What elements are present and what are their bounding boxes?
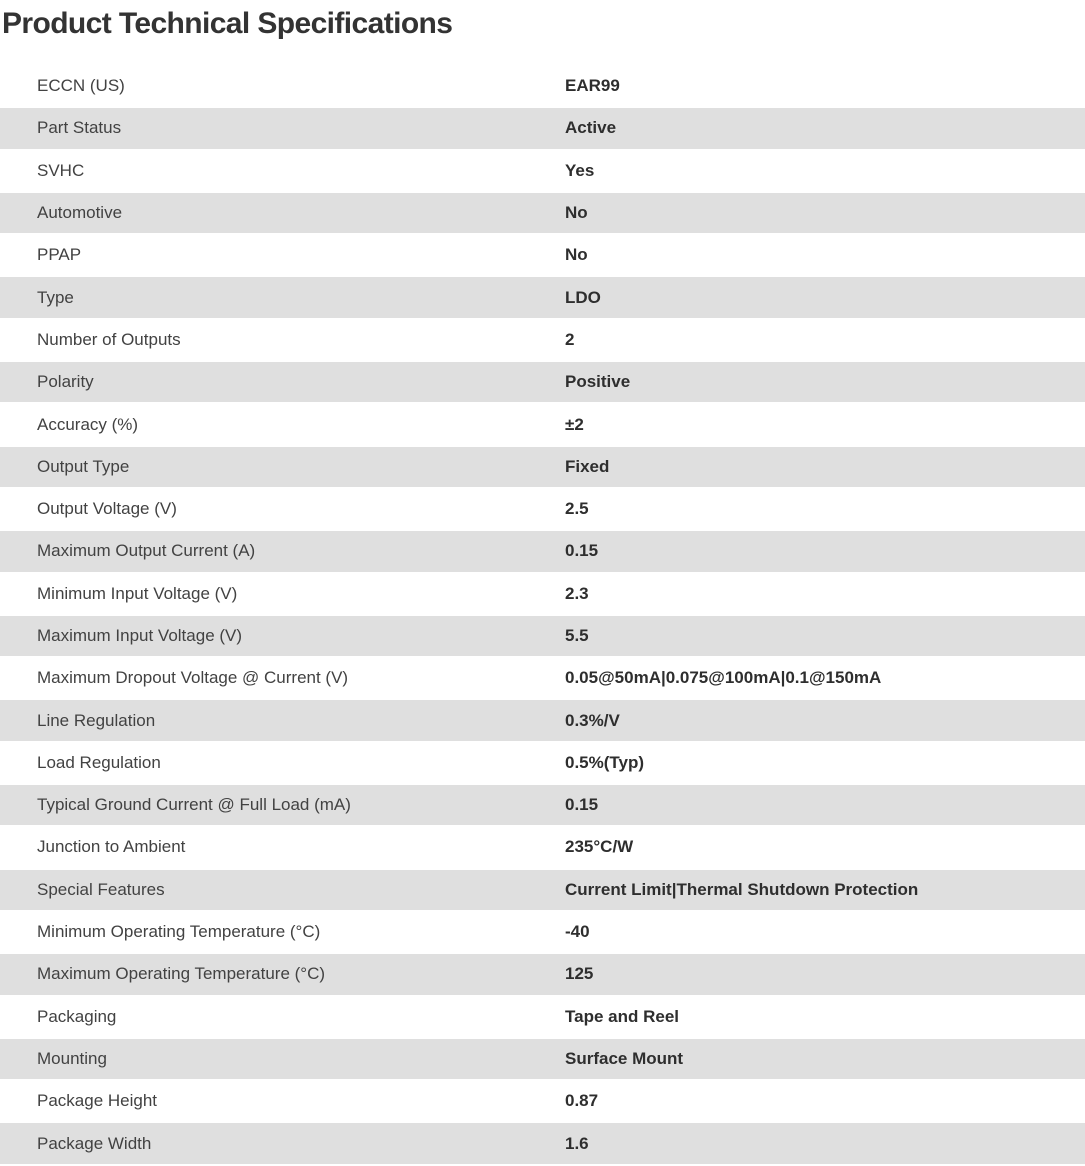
spec-label: Line Regulation [37,710,156,730]
spec-table-row [0,193,1085,235]
spec-value: 2 [565,329,575,349]
spec-label: Polarity [37,372,94,392]
spec-label: Maximum Dropout Voltage @ Current (V) [37,668,349,688]
spec-label: Part Status [37,118,122,138]
spec-table-row [0,700,1085,742]
spec-label: SVHC [37,160,85,180]
spec-label: Type [37,287,74,307]
spec-value: 235°C/W [565,837,634,857]
spec-value: EAR99 [565,76,620,96]
spec-label: Maximum Operating Temperature (°C) [37,964,326,984]
spec-value: Active [565,118,617,138]
spec-table-row [0,616,1085,658]
spec-table-row [0,320,1085,362]
spec-value: LDO [565,287,601,307]
spec-value: Tape and Reel [565,1006,679,1026]
spec-label: Mounting [37,1048,107,1068]
page-title: Product Technical Specifications [2,7,453,40]
spec-value: 2.5 [565,499,589,519]
spec-table-row [0,277,1085,319]
spec-table-row [0,362,1085,404]
spec-value: Current Limit|Thermal Shutdown Protection [565,879,919,899]
spec-value: 0.15 [565,795,599,815]
spec-table [0,66,1085,1166]
spec-value: 125 [565,964,594,984]
spec-value: 0.5%(Typ) [565,752,645,772]
spec-table-row [0,1123,1085,1165]
spec-table-row [0,489,1085,531]
spec-value: 5.5 [565,626,589,645]
spec-table-row [0,574,1085,616]
spec-label: Packaging [37,1006,117,1026]
spec-table-row [0,997,1085,1039]
spec-value: -40 [565,922,590,942]
spec-table-row [0,1081,1085,1123]
spec-table-row [0,66,1085,108]
spec-label: Output Type [37,456,130,476]
spec-value: Positive [565,372,631,392]
spec-label: Accuracy (%) [37,414,139,434]
spec-table-row [0,1039,1085,1081]
spec-label: Typical Ground Current @ Full Load (mA) [37,795,351,815]
spec-label: Package Height [37,1091,158,1111]
spec-table-row [0,912,1085,954]
spec-table-row [0,870,1085,912]
spec-table-row [0,658,1085,700]
spec-value: Surface Mount [565,1048,684,1068]
spec-value: ±2 [565,414,584,434]
spec-value: 0.3%/V [565,710,620,730]
spec-label: Minimum Operating Temperature (°C) [37,922,321,942]
spec-table-row [0,447,1085,489]
spec-value: Fixed [565,456,610,476]
spec-label: Maximum Output Current (A) [37,541,256,561]
spec-label: Minimum Input Voltage (V) [37,583,238,603]
spec-value: 0.05@50mA|0.075@100mA|0.1@150mA [565,668,882,688]
spec-table-row [0,404,1085,446]
spec-label: Output Voltage (V) [37,499,177,519]
spec-value: 0.15 [565,541,599,561]
spec-table-row [0,531,1085,573]
spec-value: No [565,245,588,265]
spec-table-row [0,954,1085,996]
spec-table-row [0,108,1085,150]
spec-table-row [0,235,1085,277]
spec-value: 0.87 [565,1091,599,1111]
spec-value: 2.3 [565,583,589,603]
spec-label: Number of Outputs [37,329,181,349]
spec-label: Automotive [37,203,123,223]
spec-label: PPAP [37,245,82,265]
spec-value: Yes [565,160,595,180]
spec-table-row [0,151,1085,193]
spec-label: Maximum Input Voltage (V) [37,626,243,645]
spec-value: 1.6 [565,1133,589,1153]
spec-table-row [0,743,1085,785]
spec-label: Special Features [37,879,165,899]
spec-label: ECCN (US) [37,76,125,96]
spec-label: Junction to Ambient [37,837,186,857]
spec-label: Load Regulation [37,752,161,772]
spec-table-row [0,785,1085,827]
spec-value: No [565,203,588,223]
spec-table-row [0,827,1085,869]
spec-label: Package Width [37,1133,152,1153]
